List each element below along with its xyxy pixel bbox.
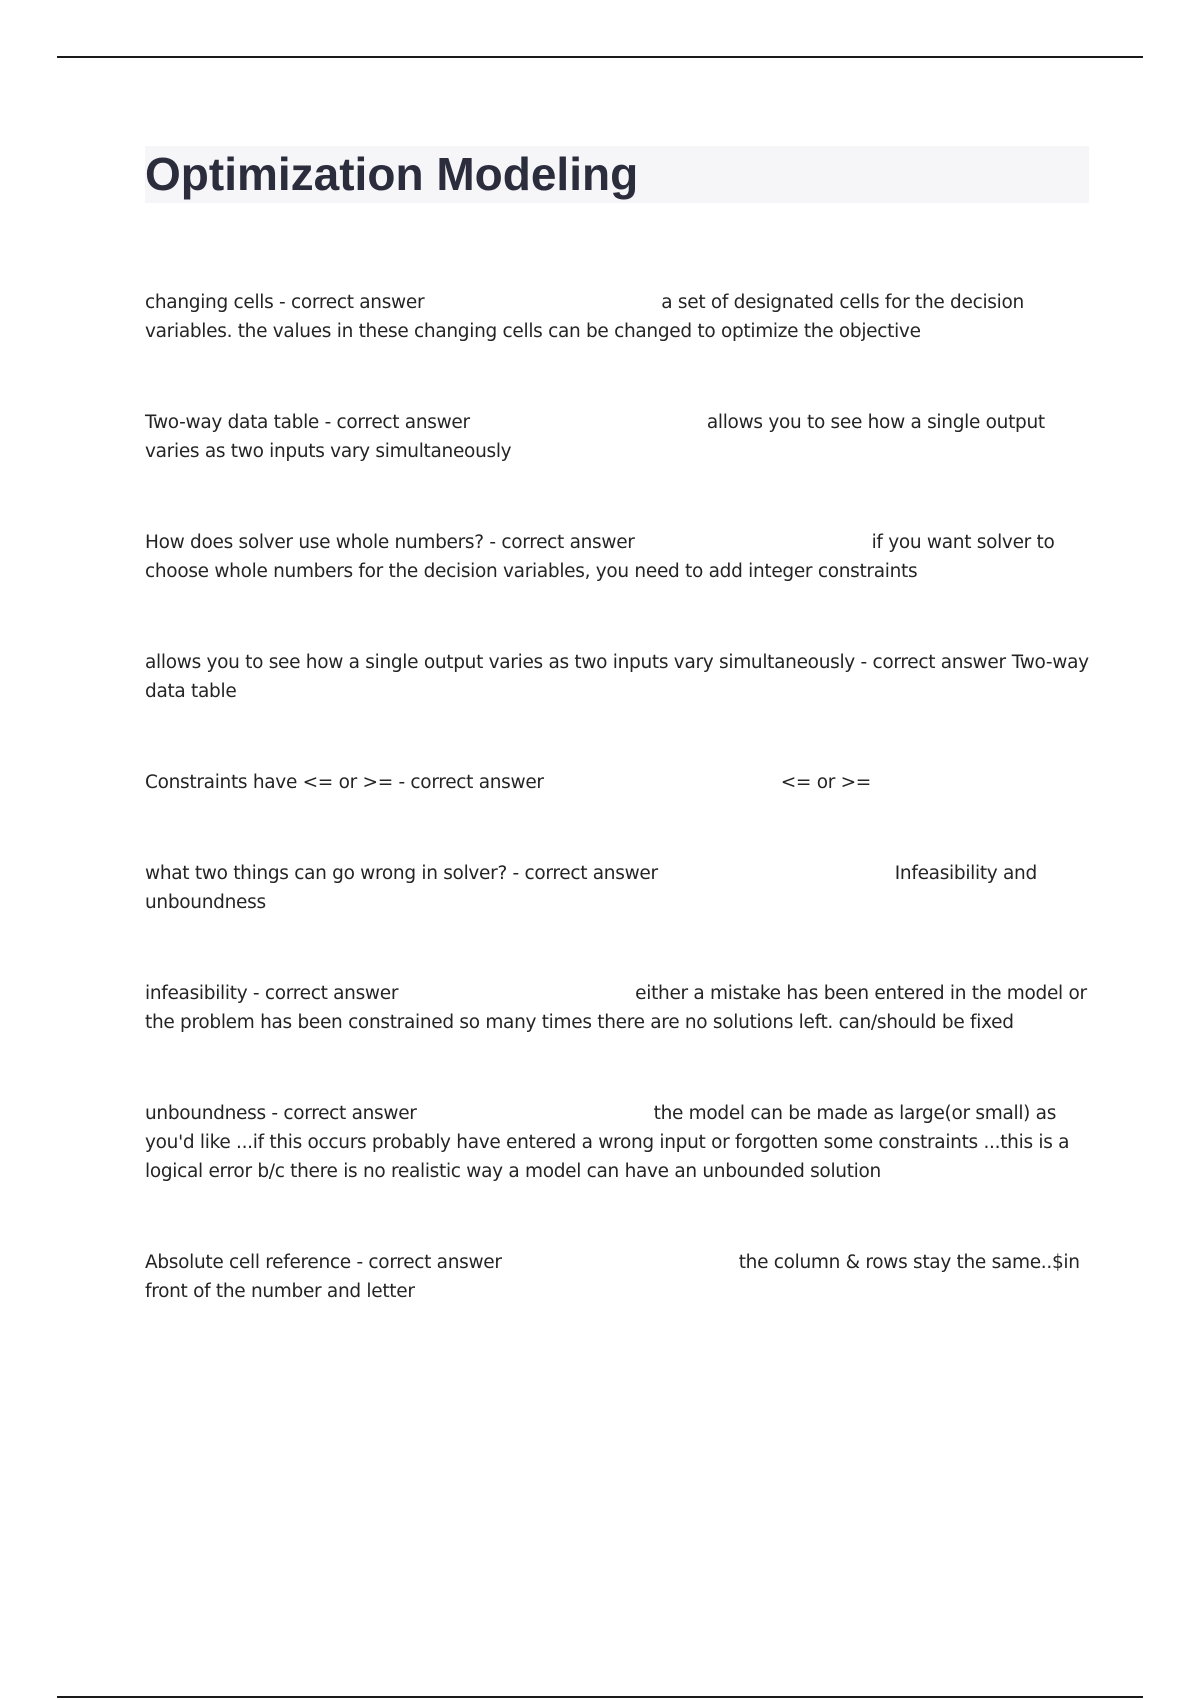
flashcard-entry <box>145 528 1090 586</box>
flashcard-answer: allows you to see how a single output varies as two inputs vary simultaneously <box>145 412 1045 462</box>
flashcard-entry <box>145 288 1090 346</box>
flashcard-entry <box>145 859 1090 917</box>
flashcard-entry <box>145 768 1090 797</box>
flashcard-answer: the model can be made as large(or small) as you'd like ...if this occurs probably have entered a wrong input or forgotten some constraints ...this is a logical error b/c there is no realistic way a model can have an unbounded solution <box>145 1103 1070 1182</box>
flashcard-question: Absolute cell reference - correct answer <box>145 1252 502 1273</box>
flashcard-question: infeasibility - correct answer <box>145 983 399 1004</box>
flashcard-answer: either a mistake has been entered in the model or the problem has been constrained so many times there are no solutions left. can/should be fixed <box>145 983 1087 1033</box>
flashcard-entry <box>145 408 1090 466</box>
bottom-rule <box>57 1696 1143 1698</box>
document-title: Optimization Modeling <box>145 148 639 200</box>
flashcard-question: allows you to see how a single output varies as two inputs vary simultaneously - correct answer <box>145 652 1006 673</box>
flashcard-question: unboundness - correct answer <box>145 1103 417 1124</box>
flashcard-answer: Two-way data table <box>145 652 1089 702</box>
flashcard-question: changing cells - correct answer <box>145 292 425 313</box>
flashcard-question: How does solver use whole numbers? - correct answer <box>145 532 635 553</box>
flashcard-answer: a set of designated cells for the decision variables. the values in these changing cells can be changed to optimize the objective <box>145 292 1024 342</box>
flashcard-answer: Infeasibility and unboundness <box>145 863 1037 913</box>
flashcard-list <box>145 288 1090 1368</box>
flashcard-entry <box>145 1099 1090 1186</box>
flashcard-answer: if you want solver to choose whole numbers for the decision variables, you need to add integer constraints <box>145 532 1055 582</box>
flashcard-question: what two things can go wrong in solver? - correct answer <box>145 863 658 884</box>
flashcard-answer: the column & rows stay the same..$in front of the number and letter <box>145 1252 1080 1302</box>
top-rule <box>57 56 1143 58</box>
flashcard-question: Two-way data table - correct answer <box>145 412 470 433</box>
flashcard-entry <box>145 1248 1090 1306</box>
flashcard-answer: <= or >= <box>780 772 872 793</box>
flashcard-question: Constraints have <= or >= - correct answer <box>145 772 544 793</box>
flashcard-entry <box>145 648 1090 706</box>
flashcard-entry <box>145 979 1090 1037</box>
